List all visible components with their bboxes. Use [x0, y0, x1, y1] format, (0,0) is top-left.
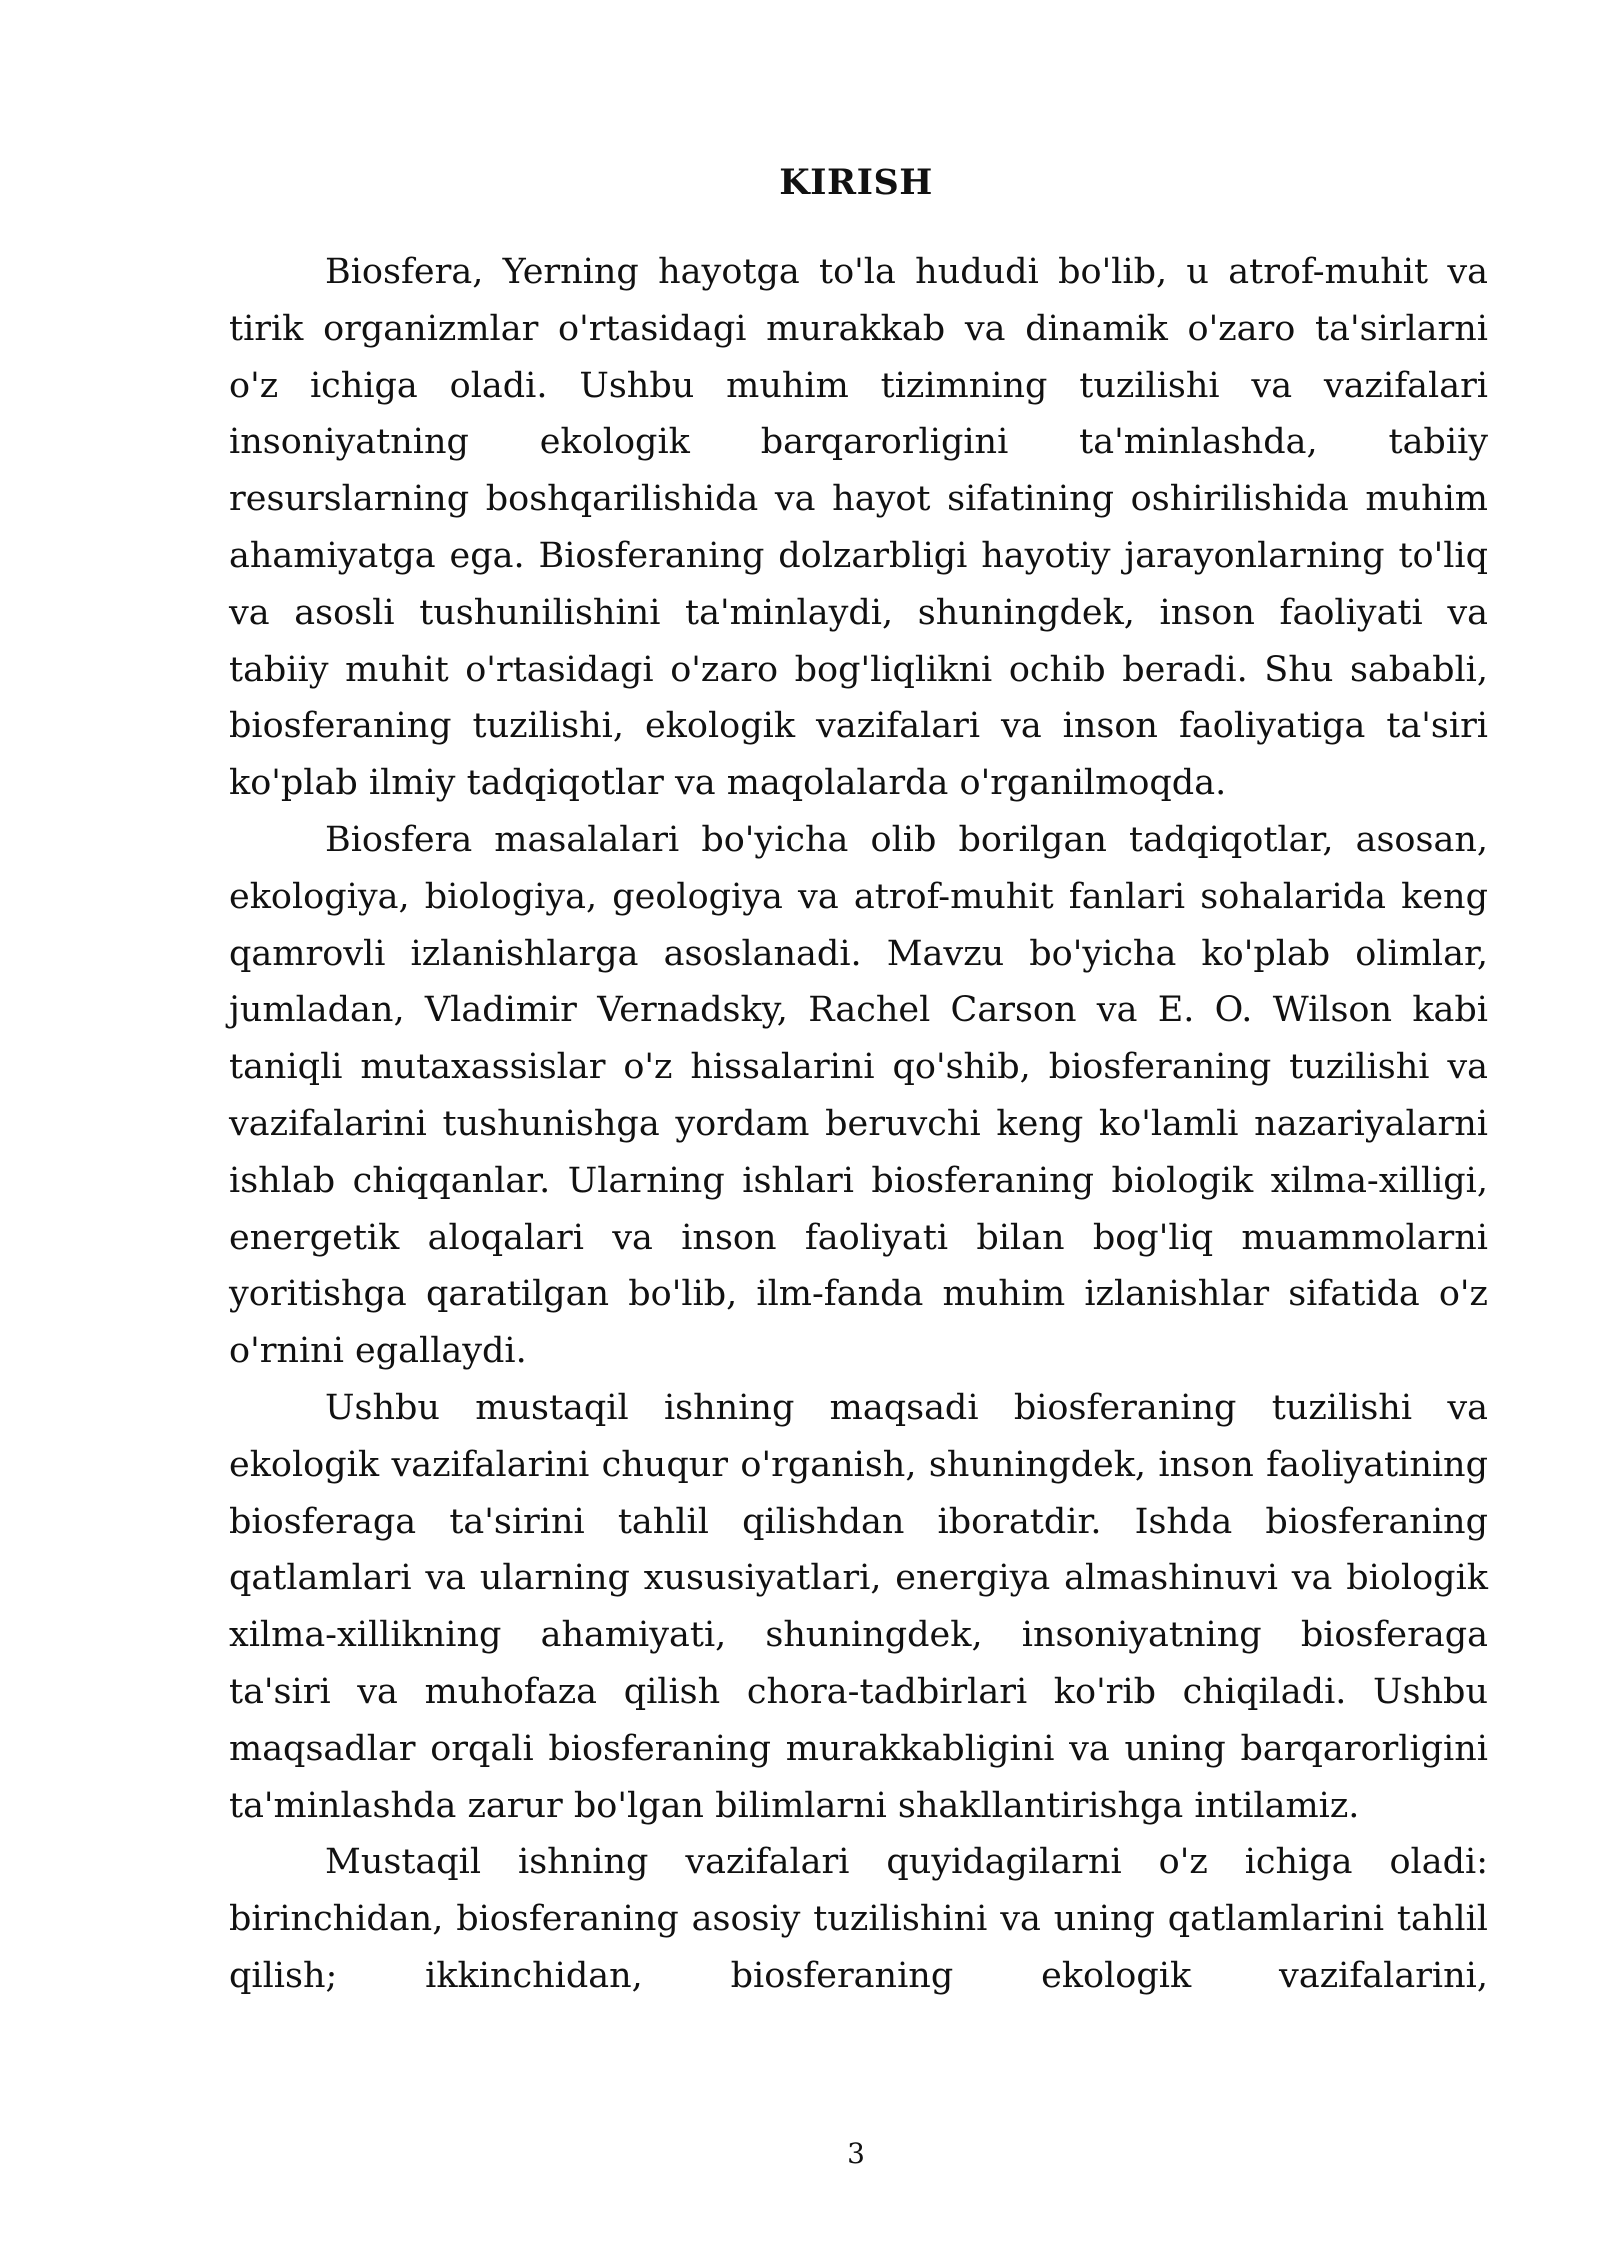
body-text	[229, 244, 1488, 2005]
paragraph-tasks: Mustaqil ishning vazifalari quyidagilarni o'z ichiga oladi: birinchidan, biosferaning asosiy tuzilishini va uning qatlamlarini tahlil qilish; ikkinchidan, biosferaning ekologik vazifalarini,	[229, 1842, 1488, 1996]
paragraph-research: Biosfera masalalari bo'yicha olib borilgan tadqiqotlar, asosan, ekologiya, biologiya, geologiya va atrof-muhit fanlari sohalarida keng qamrovli izlanishlarga asoslanadi. Mavzu bo'yicha ko'plab olimlar, jumladan, Vladimir Vernadsky, Rachel Carson va E. O. Wilson kabi taniqli mutaxassislar o'z hissalarini qo'shib, biosferaning tuzilishi va vazifalarini tushunishga yordam beruvchi keng ko'lamli nazariyalarni ishlab chiqqanlar. Ularning ishlari biosferaning biologik xilma-xilligi, energetik aloqalari va inson faoliyati bilan bog'liq muammolarni yoritishga qaratilgan bo'lib, ilm-fanda muhim izlanishlar sifatida o'z o'rnini egallaydi.	[229, 819, 1488, 1372]
page-number: 3	[847, 2137, 865, 2170]
paragraph-intro: Biosfera, Yerning hayotga to'la hududi bo'lib, u atrof-muhit va tirik organizmlar o'rtasidagi murakkab va dinamik o'zaro ta'sirlarni o'z ichiga oladi. Ushbu muhim tizimning tuzilishi va vazifalari insoniyatning ekologik barqarorligini ta'minlashda, tabiiy resurslarning boshqarilishida va hayot sifatining oshirilishida muhim ahamiyatga ega. Biosferaning dolzarbligi hayotiy jarayonlarning to'liq va asosli tushunilishini ta'minlaydi, shuningdek, inson faoliyati va tabiiy muhit o'rtasidagi o'zaro bog'liqlikni ochib beradi. Shu sababli, biosferaning tuzilishi, ekologik vazifalari va inson faoliyatiga ta'siri ko'plab ilmiy tadqiqotlar va maqolalarda o'rganilmoqda.	[229, 252, 1488, 804]
paragraph-goal: Ushbu mustaqil ishning maqsadi biosferaning tuzilishi va ekologik vazifalarini chuqur o'rganish, shuningdek, inson faoliyatining biosferaga ta'sirini tahlil qilishdan iboratdir. Ishda biosferaning qatlamlari va ularning xususiyatlari, energiya almashinuvi va biologik xilma-xillikning ahamiyati, shuningdek, insoniyatning biosferaga ta'siri va muhofaza qilish chora-tadbirlari ko'rib chiqiladi. Ushbu maqsadlar orqali biosferaning murakkabligini va uning barqarorligini ta'minlashda zarur bo'lgan bilimlarni shakllantirishga intilamiz.	[229, 1387, 1488, 1826]
section-title: KIRISH	[779, 162, 933, 203]
